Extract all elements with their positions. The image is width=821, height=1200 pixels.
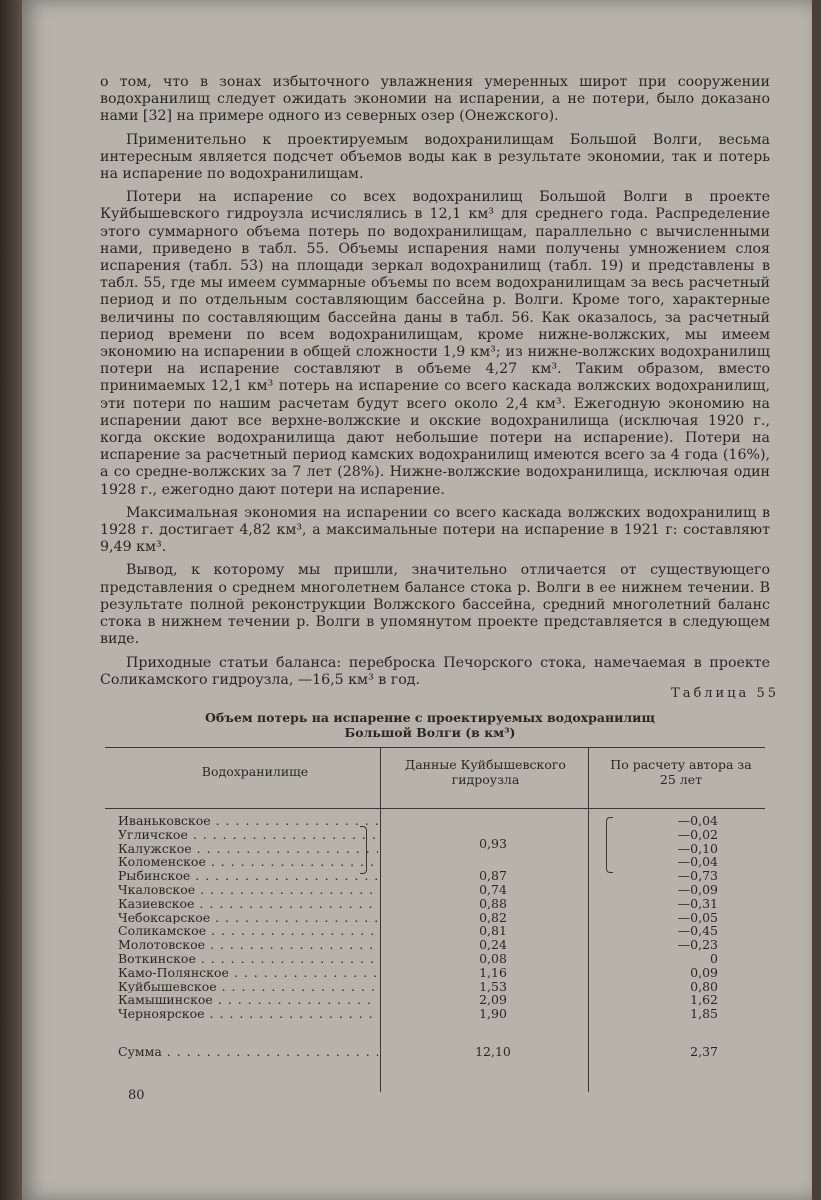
table-title-line: Большой Волги (в км³) (344, 725, 516, 740)
table-row (118, 897, 758, 911)
sum-label: Сумма . . . (118, 1044, 378, 1059)
table-row (118, 924, 758, 938)
table-row (118, 883, 758, 897)
table-header-rule (105, 808, 765, 809)
paragraph: Максимальная экономия на испарении со всего каскада волжских водохранилищ в 1928 г. достигает 4,82 км³, а максимальные потери на испарение в 1921 г: составляют 9,49 км³. (100, 504, 770, 556)
sum-kuibyshev: 12,10 (475, 1044, 511, 1059)
table-row (118, 814, 758, 828)
table-row (118, 869, 758, 883)
sum-author: 2,37 (690, 1044, 718, 1059)
author-value: —0,31 (677, 895, 718, 911)
header-author: По расчету автора за 25 лет (610, 757, 752, 787)
author-value: 0,80 (690, 978, 718, 994)
kuibyshev-value: 1,16 (479, 964, 507, 980)
reservoir-name: Воткинское . . . (118, 952, 378, 966)
table-row (118, 952, 758, 966)
author-value: —0,09 (677, 881, 718, 897)
author-value: —0,45 (677, 923, 718, 939)
header-reservoir: Водохранилище (201, 764, 309, 779)
author-value: —0,10 (677, 840, 718, 856)
author-value: —0,05 (677, 909, 718, 925)
table-title (160, 710, 700, 740)
kuibyshev-value: 1,53 (479, 978, 507, 994)
reservoir-name: Соликамское . . . (118, 924, 378, 938)
paragraph: Потери на испарение со всех водохранилищ Большой Волги в проекте Куйбышевского гидроузла исчислялись в 12,1 км³ для среднего года. Распределение этого суммарного объема потерь по водохранилищам, параллельно с вычисленными нами, приведено в табл. 55. Объемы испарения нами получены умножением слоя испарения (табл. 53) на площади зеркал водохранилищ (табл. 19) и представлены в табл. 55, где мы имеем суммарные объемы по всем водохранилищам за весь расчетный период и по отдельным составляющим бассейна р. Волги. Кроме того, характерные величины по составляющим бассейна даны в табл. 56. Как оказалось, за расчетный период времени по всем водохранилищам, кроме нижне-волжских, мы имеем экономию на испарении в общей сложности 1,9 км³; из нижне-волжских водохранилищ потери на испарение составляют в объеме 4,27 км³. Таким образом, вместо принимаемых 12,1 км³ потерь на испарение со всего каскада волжских водохранилищ, эти потери по нашим расчетам будут всего около 2,4 км³. Ежегодную экономию на испарении дают все верхне-волжские и окские водохранилища (исключая 1920 г., когда окские водохранилища дают небольшие потери на испарение). Потери на испарение за расчетный период камских водохранилищ имеются всего за 4 года (16%), а со средне-волжских за 7 лет (28%). Нижне-волжские водохранилища, исключая один 1928 г., ежегодно дают потери на испарение. (100, 189, 770, 498)
reservoir-name: Куйбышевское . . . (118, 980, 378, 994)
table-row (118, 980, 758, 994)
reservoir-name: Иваньковское . . . (118, 814, 378, 828)
table-row (118, 1007, 758, 1021)
reservoir-name: Чебоксарское . . . (118, 911, 378, 925)
reservoir-name: Камо-Полянское . . . (118, 966, 378, 980)
table-body (118, 814, 758, 1021)
kuibyshev-value: 0,08 (479, 950, 507, 966)
table-row (118, 938, 758, 952)
reservoir-name: Камышинское . . . (118, 993, 378, 1007)
author-value: —0,02 (677, 826, 718, 842)
kuibyshev-value: 1,90 (479, 1006, 507, 1022)
table-row (118, 855, 758, 869)
reservoir-name: Коломенское . . . (118, 855, 378, 869)
table-row (118, 911, 758, 925)
author-value: —0,04 (677, 854, 718, 870)
kuibyshev-value: 0,87 (479, 868, 507, 884)
body-text (100, 74, 770, 695)
author-value: —0,23 (677, 937, 718, 953)
table-row (118, 842, 758, 856)
author-value: —0,04 (677, 813, 718, 828)
paragraph: Приходные статьи баланса: переброска Печорского стока, намечаемая в проекте Соликамского гидроузла, —16,5 км³ в год. (100, 654, 770, 688)
kuibyshev-value: 0,74 (479, 881, 507, 897)
reservoir-name: Черноярское . . . (118, 1007, 378, 1021)
reservoir-name: Калужское . . . (118, 842, 378, 856)
table-row (118, 828, 758, 842)
author-value: 0,09 (690, 964, 718, 980)
table-number: Таблица 55 (671, 686, 779, 701)
table-title-line: Объем потерь на испарение с проектируемых водохранилищ (205, 710, 655, 725)
paragraph: Вывод, к которому мы пришли, значительно отличается от существующего представления о среднем многолетнем балансе стока р. Волги в ее нижнем течении. В результате полной реконструкции Волжского бассейна, средний многолетний баланс стока в нижнем течении р. Волги в упомянутом проекте представляется в следующем виде. (100, 562, 770, 648)
kuibyshev-value: 0,88 (479, 895, 507, 911)
author-value: 1,62 (690, 992, 718, 1008)
reservoir-name: Казиевское . . . (118, 897, 378, 911)
table-top-rule (105, 747, 765, 748)
table-row (118, 966, 758, 980)
table-sum-row (118, 1044, 758, 1058)
page-number: 80 (128, 1088, 145, 1103)
table-row (118, 993, 758, 1007)
reservoir-name: Молотовское . . . (118, 938, 378, 952)
header-kuibyshev: Данные Куйбышевского гидроузла (405, 757, 566, 787)
reservoir-name: Чкаловское . . . (118, 883, 378, 897)
book-spine-shadow (0, 0, 22, 1200)
kuibyshev-value: 0,81 (479, 923, 507, 939)
paragraph: о том, что в зонах избыточного увлажнения умеренных широт при сооружении водохранилищ следует ожидать экономии на испарении, а не потери, было доказано нами [32] на примере одного из северных озер (Онежского). (100, 74, 770, 125)
kuibyshev-value: 2,09 (479, 992, 507, 1008)
author-value: 1,85 (690, 1006, 718, 1022)
reservoir-name: Рыбинское . . . (118, 869, 378, 883)
author-value: —0,73 (677, 868, 718, 884)
paragraph: Применительно к проектируемым водохранилищам Большой Волги, весьма интересным является подсчет объемов воды как в результате экономии, так и потерь на испарение по водохранилищам. (100, 131, 770, 183)
reservoir-name: Угличское . . . (118, 828, 378, 842)
author-value: 0 (710, 950, 718, 966)
kuibyshev-value: 0,82 (479, 909, 507, 925)
group-value: 0,93 (479, 836, 507, 851)
kuibyshev-value: 0,24 (479, 937, 507, 953)
